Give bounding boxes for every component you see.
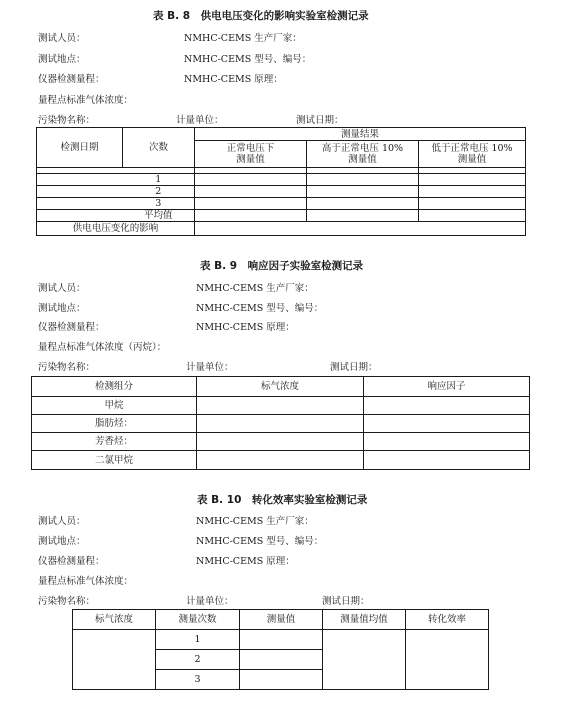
b8-table bbox=[36, 127, 526, 236]
b9-date-label: 测试日期： bbox=[330, 362, 378, 373]
b10-row-3: 3 bbox=[156, 670, 240, 690]
b8-row-effect: 供电电压变化的影响 bbox=[37, 222, 195, 236]
b10-gas-conc-label: 量程点标准气体浓度： bbox=[38, 576, 134, 587]
table-row bbox=[32, 415, 530, 433]
b10-manufacturer-label: NMHC-CEMS 生产厂家： bbox=[196, 516, 314, 527]
table-row bbox=[37, 210, 526, 222]
b10-principle-label: NMHC-CEMS 原理： bbox=[196, 556, 295, 567]
b8-header-low-line2: 测量值 bbox=[457, 154, 487, 165]
table-row bbox=[73, 630, 489, 650]
b8-header-normal bbox=[195, 141, 307, 168]
b9-title: 表 B. 9 响应因子实验室检测记录 bbox=[200, 260, 364, 272]
b9-header-group: 检测组分 bbox=[32, 377, 197, 397]
b10-model-label: NMHC-CEMS 型号、编号： bbox=[196, 536, 324, 547]
b8-header-date: 检测日期 bbox=[37, 128, 123, 168]
b10-header-std: 标气浓度 bbox=[73, 610, 156, 630]
table-row bbox=[32, 397, 530, 415]
b9-pollutant-label: 污染物名称： bbox=[38, 362, 96, 373]
b8-header-times: 次数 bbox=[123, 128, 195, 168]
b8-header-low-line1: 低于正常电压 10% bbox=[431, 143, 513, 154]
b8-row-average: 平均值 bbox=[123, 210, 195, 222]
b10-pollutant-label: 污染物名称： bbox=[38, 596, 96, 607]
b10-unit-label: 计量单位： bbox=[186, 596, 234, 607]
b8-principle-label: NMHC-CEMS 原理： bbox=[184, 74, 283, 85]
b8-row-1: 1 bbox=[123, 174, 195, 186]
b9-row-methane: 甲烷 bbox=[32, 397, 197, 415]
b10-location-label: 测试地点： bbox=[38, 536, 86, 547]
b8-date-label: 测试日期： bbox=[296, 115, 344, 126]
b8-header-results: 测量结果 bbox=[195, 128, 526, 141]
b9-gas-conc-label: 量程点标准气体浓度（丙烷）： bbox=[38, 342, 167, 353]
b10-row-1: 1 bbox=[156, 630, 240, 650]
b8-model-label: NMHC-CEMS 型号、编号： bbox=[184, 54, 312, 65]
b9-unit-label: 计量单位： bbox=[186, 362, 234, 373]
b8-header-high bbox=[307, 141, 419, 168]
table-row bbox=[37, 186, 526, 198]
table-row bbox=[32, 433, 530, 451]
b9-manufacturer-label: NMHC-CEMS 生产厂家： bbox=[196, 283, 314, 294]
b8-header-normal-line2: 测量值 bbox=[236, 154, 265, 165]
b10-title: 表 B. 10 转化效率实验室检测记录 bbox=[197, 494, 368, 506]
b9-location-label: 测试地点： bbox=[38, 303, 86, 314]
b8-header-high-line2: 测量值 bbox=[348, 154, 377, 165]
b8-row-2: 2 bbox=[123, 186, 195, 198]
b8-tester-label: 测试人员： bbox=[38, 33, 86, 44]
b8-header-low bbox=[419, 141, 526, 168]
b9-principle-label: NMHC-CEMS 原理： bbox=[196, 322, 295, 333]
b9-tester-label: 测试人员： bbox=[38, 283, 86, 294]
table-row bbox=[37, 174, 526, 186]
b10-header-value: 测量值 bbox=[240, 610, 323, 630]
b10-header-avg: 测量值均值 bbox=[323, 610, 406, 630]
table-row bbox=[37, 222, 526, 236]
b9-row-dichloromethane: 二氯甲烷 bbox=[32, 451, 197, 470]
b9-range-label: 仪器检测量程： bbox=[38, 322, 105, 333]
b8-pollutant-label: 污染物名称： bbox=[38, 115, 96, 126]
table-row bbox=[32, 451, 530, 470]
b8-location-label: 测试地点： bbox=[38, 54, 86, 65]
b9-row-aromatic: 芳香烃： bbox=[32, 433, 197, 451]
b8-gas-conc-label: 量程点标准气体浓度： bbox=[38, 95, 134, 106]
b8-row-3: 3 bbox=[123, 198, 195, 210]
b8-title: 表 B. 8 供电电压变化的影响实验室检测记录 bbox=[153, 10, 369, 22]
b10-row-2: 2 bbox=[156, 650, 240, 670]
table-row bbox=[37, 198, 526, 210]
b9-header-factor: 响应因子 bbox=[364, 377, 530, 397]
b8-range-label: 仪器检测量程： bbox=[38, 74, 105, 85]
b9-model-label: NMHC-CEMS 型号、编号： bbox=[196, 303, 324, 314]
b10-tester-label: 测试人员： bbox=[38, 516, 86, 527]
b10-date-label: 测试日期： bbox=[322, 596, 370, 607]
b8-manufacturer-label: NMHC-CEMS 生产厂家： bbox=[184, 33, 302, 44]
b8-header-normal-line1: 正常电压下 bbox=[226, 143, 275, 154]
b8-unit-label: 计量单位： bbox=[176, 115, 224, 126]
b10-header-efficiency: 转化效率 bbox=[406, 610, 489, 630]
b10-header-times: 测量次数 bbox=[156, 610, 240, 630]
b10-table bbox=[72, 609, 489, 690]
b9-row-aliphatic: 脂肪烃： bbox=[32, 415, 197, 433]
b9-table bbox=[31, 376, 530, 470]
b9-header-conc: 标气浓度 bbox=[197, 377, 364, 397]
b10-range-label: 仪器检测量程： bbox=[38, 556, 105, 567]
b8-header-high-line1: 高于正常电压 10% bbox=[321, 143, 404, 154]
